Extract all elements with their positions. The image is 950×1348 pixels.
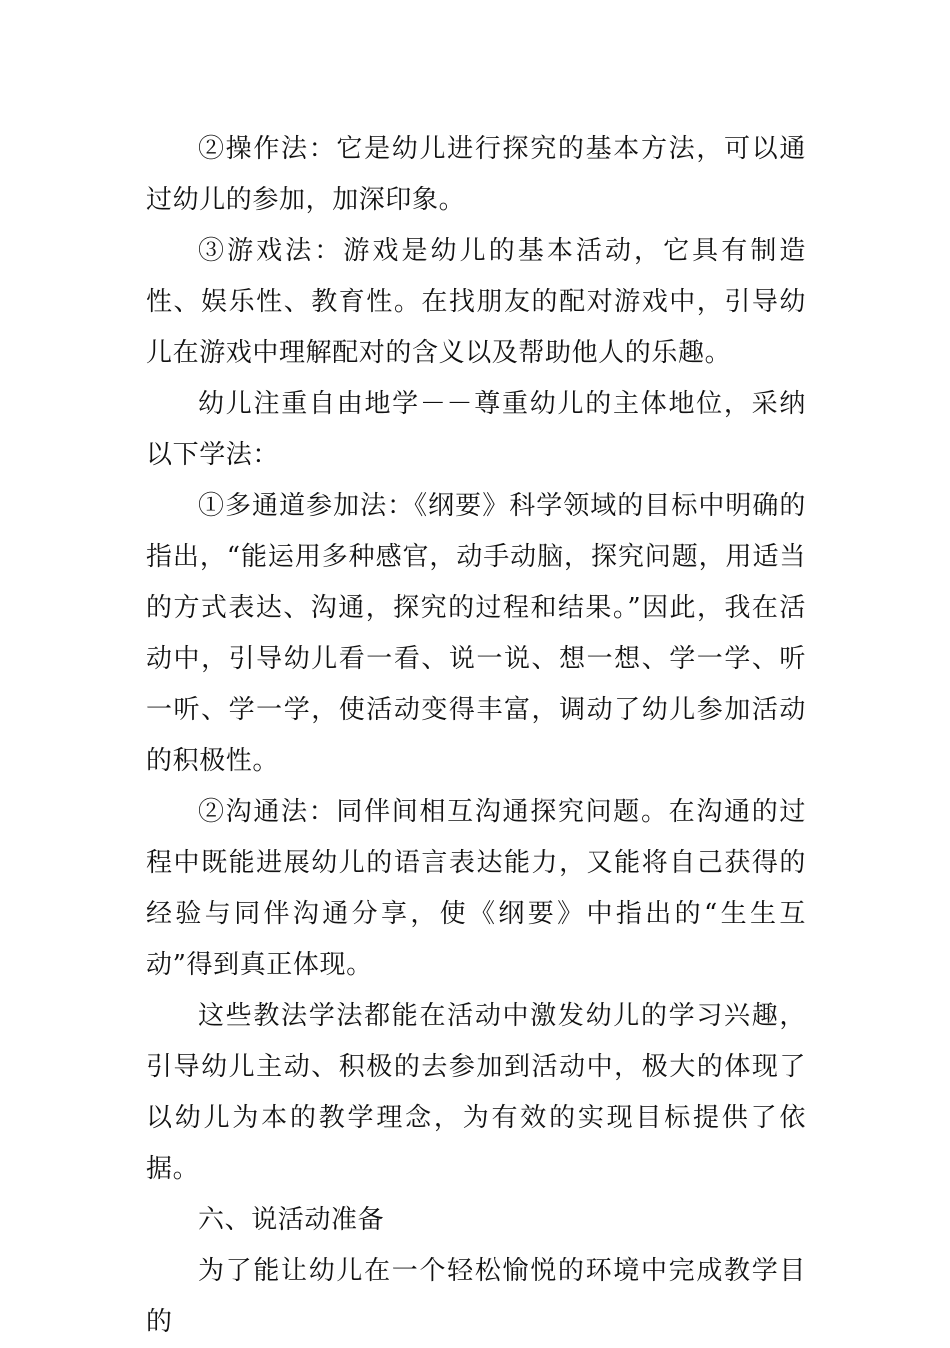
paragraph-methods-summary: 这些教法学法都能在活动中激发幼儿的学习兴趣，引导幼儿主动、积极的去参加到活动中，极大的体现了以幼儿为本的教学理念，为有效的实现目标提供了依据。 <box>146 1001 806 1184</box>
paragraph-learning-methods-intro: 幼儿注重自由地学－－尊重幼儿的主体地位，采纳以下学法： <box>146 389 806 470</box>
paragraph-game-method: ③游戏法：游戏是幼儿的基本活动，它具有制造性、娱乐性、教育性。在找朋友的配对游戏中，引导幼儿在游戏中理解配对的含义以及帮助他人的乐趣。 <box>146 236 806 368</box>
document-body <box>146 124 806 1348</box>
paragraph-activity-preparation: 为了能让幼儿在一个轻松愉悦的环境中完成教学目的 <box>146 1256 806 1337</box>
paragraph-multi-channel-method: ①多通道参加法：《纲要》科学领域的目标中明确的指出，“能运用多种感官，动手动脑，探究问题，用适当的方式表达、沟通，探究的过程和结果。”因此，我在活动中，引导幼儿看一看、说一说、想一想、学一学、听一听、学一学，使活动变得丰富，调动了幼儿参加活动的积极性。 <box>146 491 806 776</box>
section-heading-activity-preparation: 六、说活动准备 <box>198 1205 385 1235</box>
paragraph-communication-method: ②沟通法：同伴间相互沟通探究问题。在沟通的过程中既能进展幼儿的语言表达能力，又能将自己获得的经验与同伴沟通分享，使《纲要》中指出的“生生互动”得到真正体现。 <box>146 797 806 980</box>
paragraph-operation-method: ②操作法：它是幼儿进行探究的基本方法，可以通过幼儿的参加，加深印象。 <box>146 134 806 215</box>
